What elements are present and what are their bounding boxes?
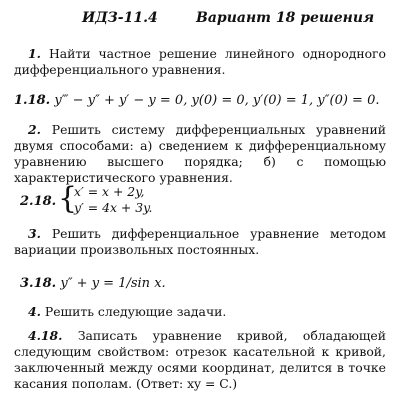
task-4-number: 4. (28, 304, 41, 319)
equation-3-18 (20, 275, 166, 292)
task-1 (14, 46, 386, 78)
task-4-18 (14, 328, 386, 392)
item-4-18-number: 4.18. (28, 328, 63, 343)
task-2-text: Решить систему дифференциальных уравнений двумя способами: а) сведением к дифференциальному уравнению высшего порядка; б) с помощью характеристического уравнения. (14, 122, 386, 185)
equation-3-18-text: y″ + y = 1/sin x. (60, 276, 166, 291)
item-1-18-number: 1.18. (14, 93, 51, 108)
task-2-number: 2. (28, 122, 41, 137)
task-3 (14, 226, 386, 258)
assignment-code: ИДЗ-11.4 (82, 10, 158, 26)
system-line-1: x′ = x + 2y, (74, 184, 145, 199)
variant-title: Вариант 18 решения (196, 10, 375, 26)
item-2-18-number: 2.18. (20, 194, 57, 209)
task-4 (14, 304, 386, 320)
page-header (0, 10, 400, 28)
equation-1-18-text: y‴ − y″ + y′ − y = 0, y(0) = 0, y′(0) = 1, y″(0) = 0. (54, 93, 380, 108)
system-brace: { (58, 181, 78, 216)
equation-1-18 (14, 92, 379, 109)
system-line-2: y′ = 4x + 3y. (74, 200, 153, 215)
task-2 (14, 122, 386, 186)
task-4-18-text: Записать уравнение кривой, обладающей следующим свойством: отрезок касательной к кривой, заключенный между осями координат, делится в точке касания пополам. (Ответ: xy = C.) (14, 328, 386, 391)
item-3-18-number: 3.18. (20, 276, 57, 291)
task-3-number: 3. (28, 226, 41, 241)
task-4-text: Решить следующие задачи. (44, 304, 227, 319)
task-1-text: Найти частное решение линейного однородного дифференциального уравнения. (14, 46, 386, 77)
task-3-text: Решить дифференциальное уравнение методом вариации произвольных постоянных. (14, 226, 386, 257)
task-1-number: 1. (28, 46, 41, 61)
